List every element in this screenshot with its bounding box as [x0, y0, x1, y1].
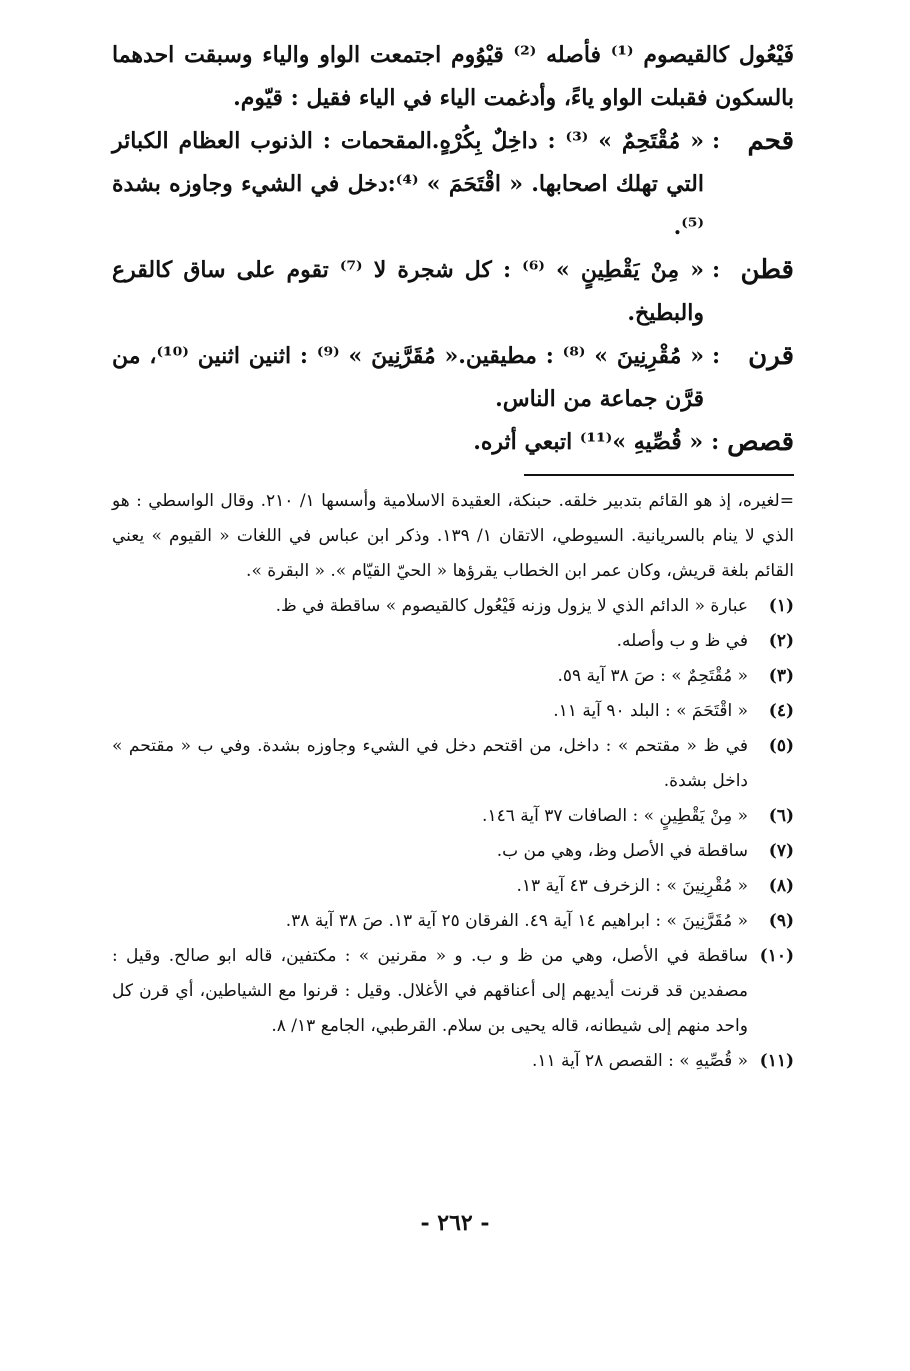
entry-text: « قُصِّيهِ »⁽¹¹⁾ اتبعي أثره. [473, 429, 704, 455]
footnote-number: (١١) [759, 1051, 794, 1071]
entry-qahm [112, 120, 794, 249]
footnote-text: « مُقْتَحِمٌ » : صَ ٣٨ آية ٥٩. [557, 666, 748, 686]
footnote-number: (٣) [768, 666, 794, 686]
entry-text: « مُقْرِنِينَ » ⁽⁸⁾ : مطيقين.« مُقَرَّنِينَ » ⁽⁹⁾ : اثنين اثنين ⁽¹⁰⁾، من قرَّن جماعة من الناس. [112, 343, 704, 412]
footnote-5 [112, 729, 794, 799]
footnote-text: ساقطة في الأصل وظ، وهي من ب. [496, 841, 748, 861]
footnote-text: ساقطة في الأصل، وهي من ظ و ب. و « مقرنين » : مكتفين، قاله ابو صالح. وقيل : مصفدين قد قرنت أيديهم إلى أعناقهم في الأغلال. وقيل : قرنوا مع الشياطين، أي قرن كل واحد منهم إلى شيطانه، قاله يحيى بن سلام. القرطبي، الجامع ١٣/ ٨. [112, 946, 748, 1036]
entry-text: « مِنْ يَقْطِينٍ » ⁽⁶⁾ : كل شجرة لا ⁽⁷⁾ تقوم على ساق كالقرع والبطيخ. [112, 257, 705, 326]
main-text [112, 34, 794, 464]
footnote-3 [112, 659, 794, 694]
footnote-number: (٢) [768, 631, 794, 651]
footnote-1 [112, 589, 794, 624]
entry-qarn [112, 335, 794, 421]
entry-root: قرن [748, 341, 794, 371]
entry-colon: : [711, 257, 721, 283]
entry-qass [112, 421, 794, 464]
entry-colon: : [711, 429, 720, 455]
footnote-separator [524, 474, 794, 476]
footnote-text: في ظ و ب وأصله. [616, 631, 748, 651]
footnote-number: (٦) [768, 806, 794, 826]
page-number: - ٢٦٢ - [420, 1210, 490, 1236]
entry-colon: : [711, 128, 721, 154]
entry-text: « مُقْتَحِمٌ » ⁽³⁾ : داخِلٌ بِكُرْهٍ.المقحمات : الذنوب العظام الكبائر التي تهلك اصحابها. « اقْتَحَمَ » ⁽⁴⁾:دخل في الشيء وجاوزه بشدة ⁽⁵⁾. [112, 128, 704, 240]
footnotes [112, 484, 794, 1079]
entry-root: قصص [727, 427, 794, 457]
footnote-text: « مُقَرَّنِينَ » : ابراهيم ١٤ آية ٤٩. الفرقان ٢٥ آية ١٣. صَ ٣٨ آية ٣٨. [285, 911, 748, 931]
footnote-number: (٤) [768, 701, 794, 721]
footnote-text: في ظ « مقتحم » : داخل، من اقتحم دخل في الشيء وجاوزه بشدة. وفي ب « مقتحم » داخل بشدة. [112, 736, 748, 791]
footnote-9 [112, 904, 794, 939]
footnote-continuation: =لغيره، إذ هو القائم بتدبير خلقه. حبنكة، العقيدة الاسلامية وأسسها ١/ ٢١٠. وقال الواسطي : هو الذي لا ينام بالسريانية. السيوطي، الاتقان ١/ ١٣٩. وذكر ابن عباس في اللغات « القيوم » يعني القائم بلغة قريش، وكان عمر ابن الخطاب يقرؤها « الحيّ القيّام ». « البقرة ». [112, 491, 795, 581]
entry-qatn [112, 249, 794, 335]
footnote-text: « قُصِّيهِ » : القصص ٢٨ آية ١١. [531, 1051, 748, 1071]
entry-root: قحم [747, 126, 794, 156]
footnote-8 [112, 869, 794, 904]
footnote-number: (١٠) [759, 946, 794, 966]
footnote-10 [112, 939, 794, 1044]
footnote-6 [112, 799, 794, 834]
footnote-text: عبارة « الدائم الذي لا يزول وزنه فَيْعُول كالقيصوم » ساقطة في ظ. [275, 596, 748, 616]
footnote-text: « مُقْرِنِينَ » : الزخرف ٤٣ آية ١٣. [516, 876, 748, 896]
footnote-number: (١) [768, 596, 794, 616]
footnote-4 [112, 694, 794, 729]
intro-paragraph: فَيْعُول كالقيصوم ⁽¹⁾ فأصله ⁽²⁾ قيْوُوم اجتمعت الواو والياء وسبقت احدهما بالسكون فقبلت الواو ياءً، وأدغمت الياء في الياء فقيل : قيّوم. [112, 42, 795, 111]
footnote-2 [112, 624, 794, 659]
footnote-11 [112, 1044, 794, 1079]
footnote-text: « مِنْ يَقْطِينٍ » : الصافات ٣٧ آية ١٤٦. [482, 806, 748, 826]
footnote-number: (٧) [768, 841, 794, 861]
footnote-number: (٨) [768, 876, 794, 896]
footnote-number: (٥) [768, 736, 794, 756]
entry-root: قطن [740, 255, 794, 285]
footnote-text: « اقْتَحَمَ » : البلد ٩٠ آية ١١. [553, 701, 748, 721]
footnote-number: (٩) [768, 911, 794, 931]
entry-colon: : [711, 343, 721, 369]
footnote-7 [112, 834, 794, 869]
